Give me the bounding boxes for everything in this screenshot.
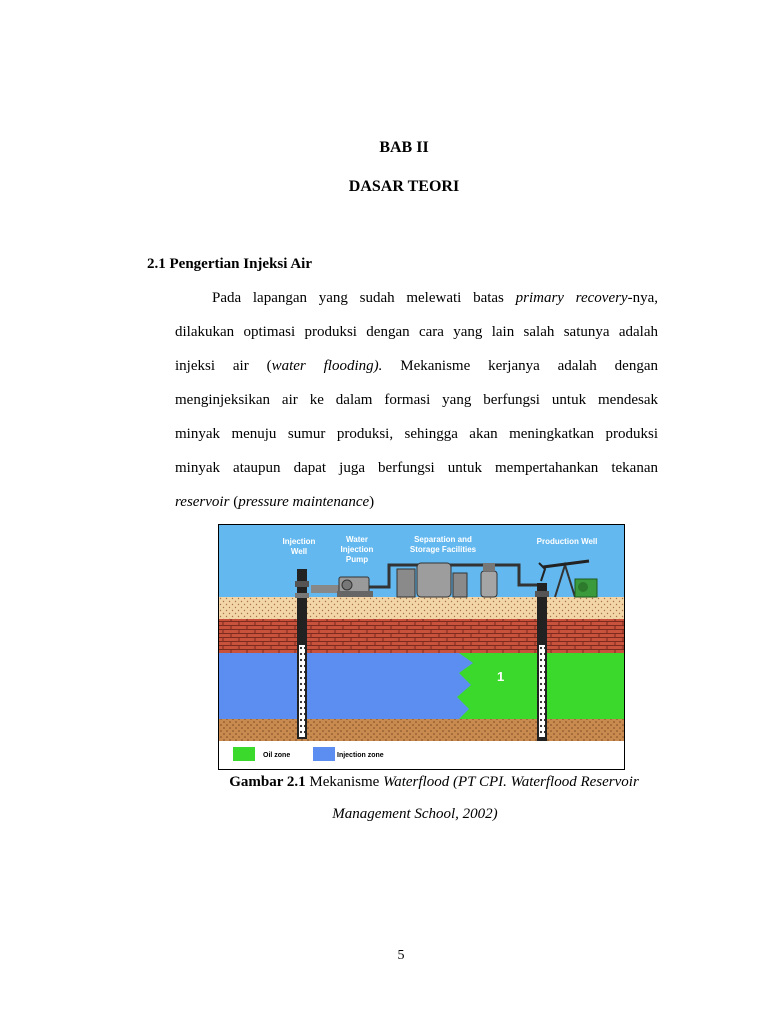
waterflood-diagram (219, 525, 624, 769)
zone-marker: 1 (497, 669, 505, 684)
page-number: 5 (397, 948, 405, 963)
paragraph-line-7: reservoir (pressure maintenance) (175, 494, 375, 510)
waterflood-figure (218, 524, 625, 770)
label-pump-3: Pump (345, 555, 369, 564)
label-injection-well-1: Injection (282, 537, 316, 546)
production-well (535, 583, 549, 741)
paragraph-line-1: Pada lapangan yang sudah melewati batas primary recovery-nya, (212, 290, 658, 306)
label-pump-1: Water (346, 535, 368, 544)
section-heading: 2.1 Pengertian Injeksi Air (147, 256, 312, 272)
surface-sand-layer (219, 597, 624, 619)
legend-injection-swatch (313, 747, 335, 761)
paragraph-line-4: menginjeksikan air ke dalam formasi yang berfungsi untuk mendesak (175, 392, 658, 408)
legend-injection-label: Injection zone (337, 752, 384, 759)
figure-caption-line-1: Gambar 2.1 Mekanisme Waterflood (PT CPI. Waterflood Reservoir (229, 774, 639, 790)
injection-well (295, 569, 309, 739)
figure-caption-line-2: Management School, 2002) (332, 806, 498, 822)
label-production-well: Production Well (536, 537, 598, 546)
paragraph-line-6: minyak ataupun dapat juga berfungsi untuk mempertahankan tekanan (175, 460, 658, 476)
label-separation-2: Storage Facilities (409, 545, 477, 554)
cap-rock-layer (219, 619, 624, 653)
chapter-number: BAB II (379, 139, 429, 156)
legend-oil-swatch (233, 747, 255, 761)
chapter-title: DASAR TEORI (348, 178, 460, 195)
label-separation-1: Separation and (414, 535, 472, 544)
legend-oil-label: Oil zone (263, 752, 291, 759)
body-paragraph (175, 281, 658, 519)
label-injection-well-2: Well (290, 547, 308, 556)
paragraph-line-3: injeksi air (water flooding). Mekanisme kerjanya adalah dengan (175, 358, 658, 374)
label-pump-2: Injection (340, 545, 374, 554)
paragraph-line-2: dilakukan optimasi produksi dengan cara yang lain salah satunya adalah (175, 324, 658, 340)
lower-sand-layer (219, 719, 624, 741)
paragraph-line-5: minyak menuju sumur produksi, sehingga akan meningkatkan produksi (175, 426, 658, 442)
